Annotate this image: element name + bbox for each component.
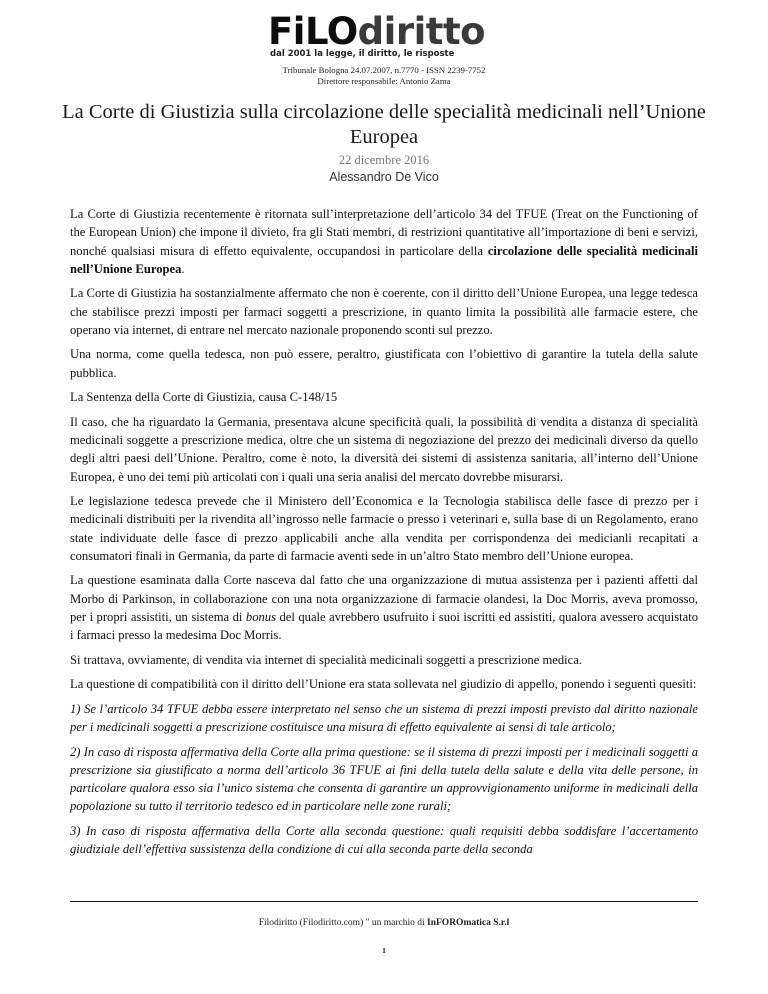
paragraph-text: La Corte di Giustizia recentemente è ritornata sull’interpretazione dell’articolo 34 del TFUE (Treat on the Functioning of the European Union) che impone il divieto, fra gli Stati membri, di restrizioni quantitative all’importazione di beni e servizi, nonché qualsiasi misura di effetto equivalente, occupandosi in particolare della <box>70 207 698 258</box>
footer-caption: Filodiritto (Filodiritto.com) " un marchio di <box>258 918 428 928</box>
footer-divider <box>70 901 698 902</box>
logo-tagline: dal 2001 la legge, il diritto, le risposte <box>270 49 455 59</box>
paragraph <box>70 205 698 278</box>
section-heading: La Sentenza della Corte di Giustizia, causa C-148/15 <box>70 390 338 405</box>
question-3: 3) In caso di risposta affermativa della Corte alla seconda questione: quali requisiti debba soddisfare l’accertamento giudiziale dell’effettiva sussistenza della condizione di cui alla seconda parte della seconda <box>70 823 698 857</box>
masthead-director: Direttore responsabile: Antonio Zama <box>317 76 451 86</box>
paragraph <box>70 571 698 644</box>
paragraph: La Corte di Giustizia ha sostanzialmente affermato che non è coerente, con il diritto dell’Unione Europea, una legge tedesca che stabilisce prezzi imposti per farmaci soggetti a prescrizione, in quanto limita la possibilità alle farmacie estere, che operano via internet, di entrare nel mercato nazionale proponendo sconti sul prezzo. <box>70 286 698 337</box>
article-body <box>70 205 698 865</box>
masthead-registration: Tribunale Bologna 24.07.2007, n.7770 - ISSN 2239-7752 <box>282 65 486 75</box>
paragraph-end: del quale avrebbero usufruito i suoi iscritti ed assistiti, qualora avessero acquistato i farmaci presso la medesima Doc Morris. <box>70 610 699 643</box>
question-2: 2) In caso di risposta affermativa della Corte alla prima questione: se il sistema di prezzi imposti per i medicinali soggetti a prescrizione sia giustificato a norma dell’articolo 36 TFUE ai fini della tutela della salute e della vita delle persone, in particolare qualora esso sia l’unico sistema che consenta di garantire un approvvigionamento uniforme in medicinali della popolazione su tutto il territorio tedesco ed in particolare nelle zone rurali; <box>70 744 698 814</box>
italic-term: bonus <box>245 610 276 625</box>
logo-wordmark <box>268 10 498 53</box>
paragraph: Le legislazione tedesca prevede che il Ministero dell’Economica e la Tecnologia stabilisca delle fasce di prezzo per i medicinali distribuiti per la rivendita all’ingrosso nelle farmacie o presso i veterinari e, sulla base di un Regolamento, erano state individuate delle fasce di prezzo applicabili anche alla vendita per corrispondenza dei medicianli recapitati a consumatori finali in Germania, da parte di farmacie aventi sede in un’altro Stato membro dell’Unione europea. <box>70 494 698 563</box>
paragraph: Il caso, che ha riguardato la Germania, presentava alcune specificità quali, la possibilità di vendita a distanza di specialità medicinali soggette a prescrizione medica, oltre che un sistema di negoziazione del prezzo dei medicinali diverso da quello degli altri paesi dell’Unione. Peraltro, come è noto, la diversità dei sistemi di assistenza sanitaria, all’interno dell’Unione Europea, è uno dei temi più articolati con i quali una seria analisi del mercato dovrebbe misurarsi. <box>70 414 698 484</box>
paragraph-text: La questione esaminata dalla Corte nasceva dal fatto che una organizzazione di mutua assistenza per i pazienti affetti dal Morbo di Parkinson, in collaborazione con una nota organizzazione di farmacie olandesi, la Doc Morris, aveva promosso, per i propri assistiti, un sistema di <box>70 573 698 625</box>
article-date: 22 dicembre 2016 <box>338 153 430 167</box>
paragraph: Una norma, come quella tedesca, non può essere, peraltro, giustificata con l’obiettivo di garantire la tutela della salute pubblica. <box>70 347 698 380</box>
page-number: 1 <box>382 946 386 955</box>
filodiritto-logo[interactable] <box>268 10 498 60</box>
question-1: 1) Se l’articolo 34 TFUE debba essere interpretato nel senso che un sistema di prezzi imposti previsto dal diritto nazionale per i medicinali soggetti a prescrizione costituisce una misura di effetto equivalente ai sensi di tale articolo; <box>70 701 698 735</box>
bold-highlight: circolazione delle specialità medicinali nell’Unione Europea <box>70 243 698 276</box>
footer-brand: InFOROmatica S.r.l <box>427 918 510 928</box>
logo-filo: FiLO <box>268 10 358 53</box>
footer-text <box>0 918 768 928</box>
logo-diritto: diritto <box>357 10 486 53</box>
paragraph: La questione di compatibilità con il diritto dell’Unione era stata sollevata nel giudizio di appello, ponendo i seguenti quesiti: <box>70 677 697 692</box>
paragraph: Si trattava, ovviamente, di vendita via internet di specialità medicinali soggetti a prescrizione medica. <box>70 652 582 667</box>
paragraph-end: . <box>181 261 185 276</box>
article-title: La Corte di Giustizia sulla circolazione delle specialità medicinali nell’Unione Europea <box>62 101 706 148</box>
article-author: Alessandro De Vico <box>329 170 439 184</box>
